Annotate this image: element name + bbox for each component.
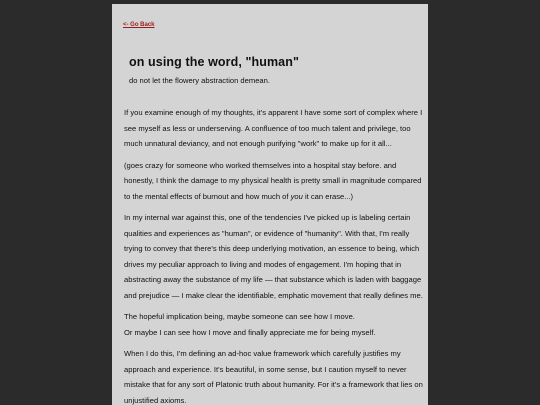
paragraph-4	[124, 309, 424, 340]
paragraph-2	[124, 158, 424, 205]
paragraph-2-emphasis: you	[290, 191, 303, 201]
go-back-link[interactable]: <- Go Back	[123, 22, 155, 28]
paragraph-4-line-1: The hopeful implication being, maybe someone can see how I move.	[124, 312, 355, 321]
paragraph-4-line-2: Or maybe I can see how I move and finally appreciate me for being myself.	[124, 327, 376, 337]
paragraph-2-text-start: (goes crazy for someone who worked themselves into a hospital stay before. and honestly, I think the damage to my physical health is pretty small in magnitude compared to the mental effects of burnout and how much of	[124, 160, 422, 201]
paragraph-1: If you examine enough of my thoughts, it's apparent I have some sort of complex where I see myself as less or underserving. A confluence of too much talent and privilege, too much unnatural deviancy, and not enough purifying "work" to make up for it all...	[124, 108, 423, 148]
page-title: on using the word, "human"	[129, 55, 300, 69]
paragraph-2-text-end: it can erase...)	[302, 191, 354, 201]
paragraph-3: In my internal war against this, one of the tendencies I've picked up is labeling certain qualities and experiences as "human", or evidence of "humanity". With that, I'm really trying to convey that there's this deep underlying motivation, an essence to being, which drives my peculiar approach to living and modes of engagement. I'm hoping that in abstracting away the substance of my life — that substance which is laden with baggage and prejudice — I make clear the identifiable, emphatic movement that really defines me.	[124, 213, 423, 300]
paragraph-5: When I do this, I'm defining an ad-hoc value framework which carefully justifies my approach and experience. It's beautiful, in some sense, but I caution myself to never mistake that for any sort of Platonic truth about humanity. For it's a framework that lies on unjustified axioms.	[124, 349, 423, 405]
article-body	[124, 105, 424, 405]
article-page	[112, 4, 428, 405]
page-subtitle: do not let the flowery abstraction demean.	[129, 76, 270, 85]
